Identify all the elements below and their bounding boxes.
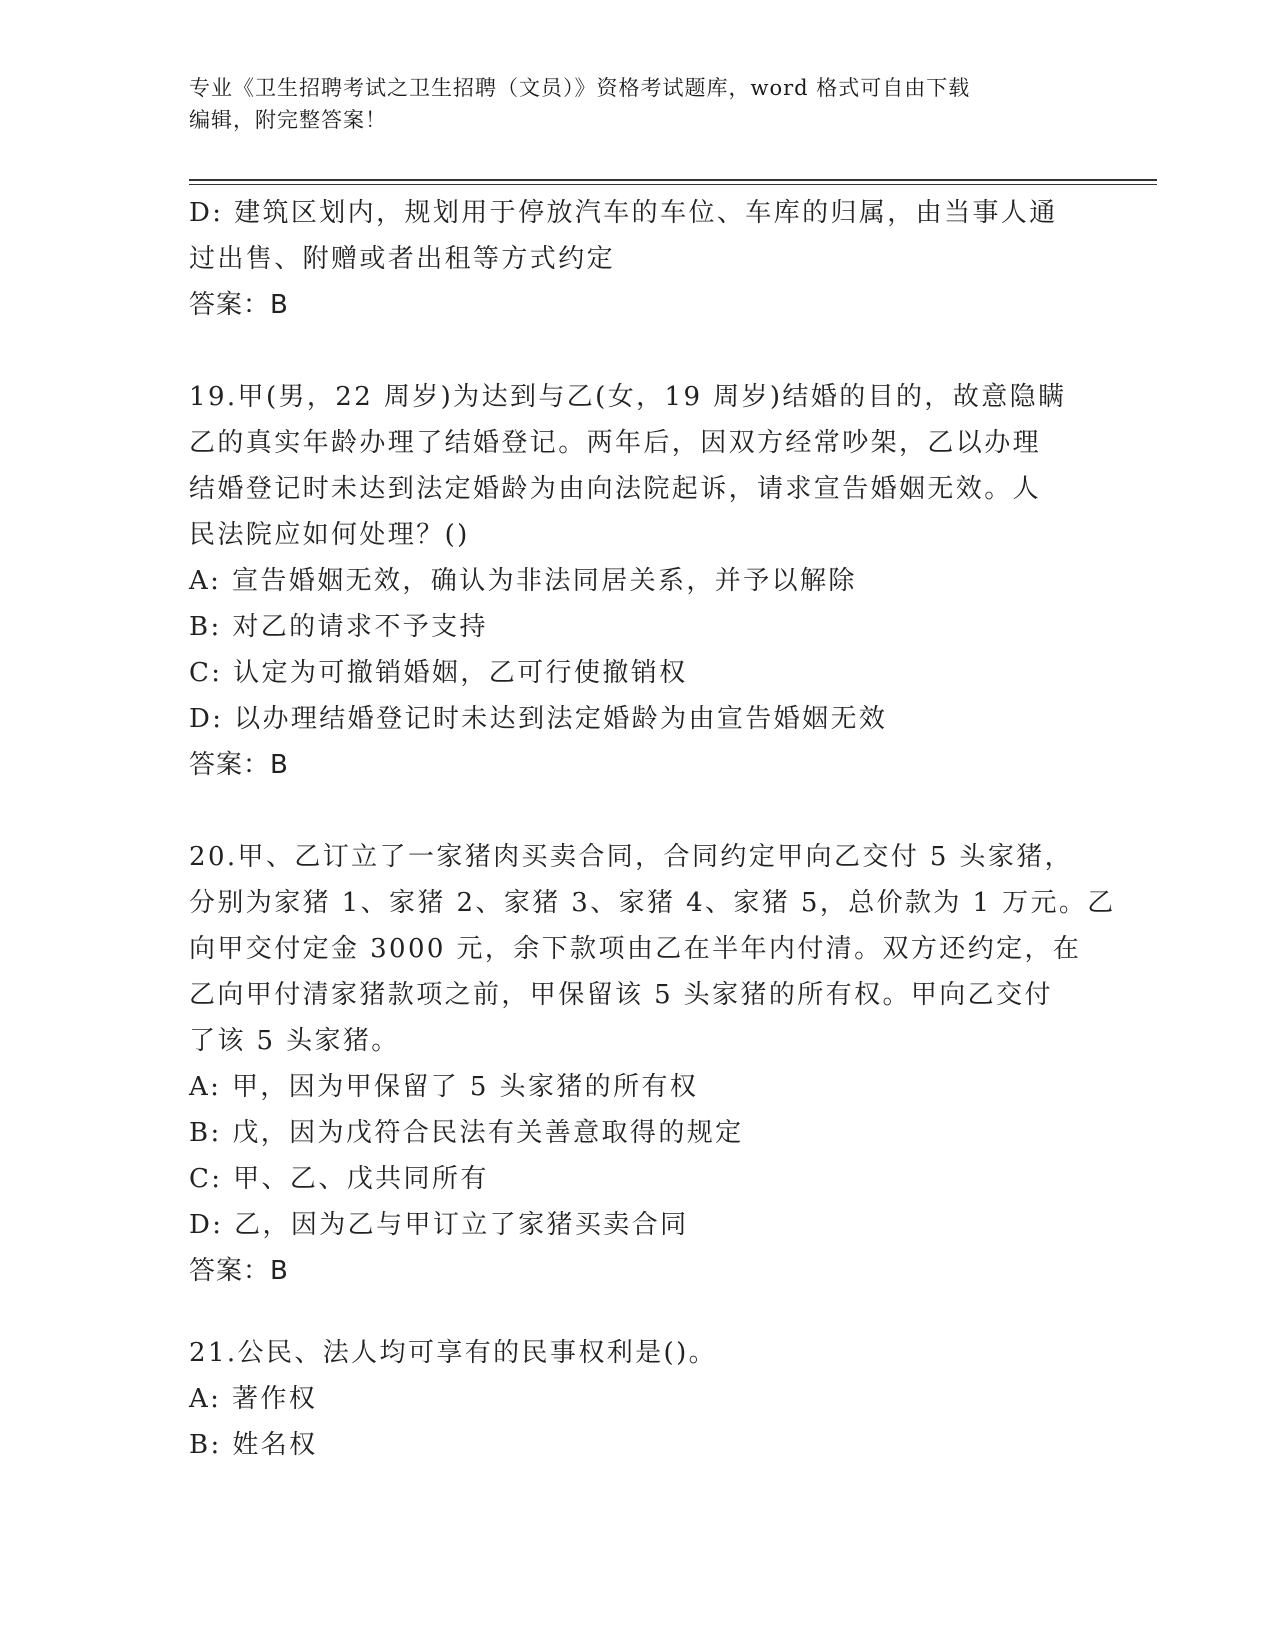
q21-stem-line: 21.公民、法人均可享有的民事权利是()。 <box>189 1338 718 1368</box>
q20-option-a: A: 甲，因为甲保留了 5 头家猪的所有权 <box>189 1072 699 1102</box>
spacer <box>189 788 1089 834</box>
q20-option-d: D: 乙，因为乙与甲订立了家猪买卖合同 <box>189 1210 689 1240</box>
header-line-1: 专业《卫生招聘考试之卫生招聘（文员）》资格考试题库，word 格式可自由下载 <box>189 76 971 100</box>
q19-option-a: A: 宣告婚姻无效，确认为非法同居关系，并予以解除 <box>189 566 857 596</box>
q21-option-b: B: 姓名权 <box>189 1430 318 1460</box>
q20-option-c: C: 甲、乙、戊共同所有 <box>189 1164 489 1194</box>
q19-stem-line: 19.甲(男，22 周岁)为达到与乙(女，19 周岁)结婚的目的，故意隐瞒 <box>189 382 1067 412</box>
q20-stem-line: 向甲交付定金 3000 元，余下款项由乙在半年内付清。双方还约定，在 <box>189 934 1082 964</box>
prev-answer: 答案：B <box>189 290 289 320</box>
q19-stem-line: 结婚登记时未达到法定婚龄为由向法院起诉，请求宣告婚姻无效。人 <box>189 474 1042 504</box>
page-header <box>189 72 1069 136</box>
q19-option-d: D: 以办理结婚登记时未达到法定婚龄为由宣告婚姻无效 <box>189 704 888 734</box>
spacer <box>189 1294 1089 1330</box>
q19-answer: 答案：B <box>189 750 289 780</box>
header-rule-thin <box>189 184 1157 185</box>
q19-stem-line: 乙的真实年龄办理了结婚登记。两年后，因双方经常吵架，乙以办理 <box>189 428 1042 458</box>
q19-option-b: B: 对乙的请求不予支持 <box>189 612 488 642</box>
prev-option-d-line-1: D: 建筑区划内，规划用于停放汽车的车位、车库的归属，由当事人通 <box>189 198 1058 228</box>
q19-stem-line: 民法院应如何处理？() <box>189 520 470 550</box>
prev-option-d-line-2: 过出售、附赠或者出租等方式约定 <box>189 244 616 274</box>
header-line-2: 编辑，附完整答案！ <box>189 108 387 132</box>
question-content <box>189 190 1116 1468</box>
q19-option-c: C: 认定为可撤销婚姻，乙可行使撤销权 <box>189 658 688 688</box>
q20-stem-line: 乙向甲付清家猪款项之前，甲保留该 5 头家猪的所有权。甲向乙交付 <box>189 980 1053 1010</box>
q21-option-a: A: 著作权 <box>189 1384 318 1414</box>
q20-stem-line: 20.甲、乙订立了一家猪肉买卖合同，合同约定甲向乙交付 5 头家猪， <box>189 842 1074 872</box>
q20-stem-line: 分别为家猪 1、家猪 2、家猪 3、家猪 4、家猪 5，总价款为 1 万元。乙 <box>189 888 1116 918</box>
q20-option-b: B: 戊，因为戊符合民法有关善意取得的规定 <box>189 1118 744 1148</box>
q20-stem-line: 了该 5 头家猪。 <box>189 1026 400 1056</box>
spacer <box>189 328 1089 374</box>
q20-answer: 答案：B <box>189 1256 289 1286</box>
header-rule-thick <box>189 179 1157 181</box>
